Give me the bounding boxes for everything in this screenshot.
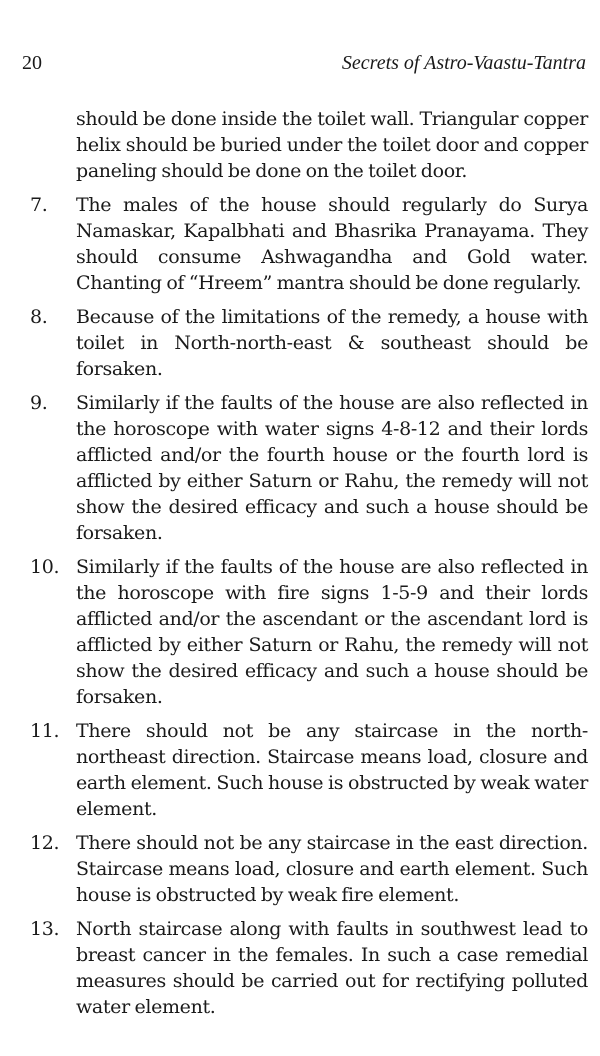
list-item-text: Similarly if the faults of the house are also reflected in the horoscope with fire signs 1-5-9 and their lords afflicted and/or the ascendant or the ascendant lord is afflicted by either Saturn or Rahu, the remedy will not show the desired efficacy and such a house should be forsaken. [76, 556, 588, 708]
list-item-number: 12. [30, 832, 60, 854]
list-item-number: 11. [30, 720, 60, 742]
page-number: 20 [22, 52, 42, 74]
list-item [30, 304, 588, 382]
list-item-number: 10. [30, 556, 60, 578]
list-item [30, 390, 588, 546]
list-item [30, 554, 588, 710]
list-item-text: The males of the house should regularly do Surya Namaskar, Kapalbhati and Bhasrika Pranayama. They should consume Ashwagandha and Gold water. Chanting of “Hreem” mantra should be done regularly. [76, 194, 588, 294]
list-item-number: 9. [30, 392, 48, 414]
list-item-text: There should not be any staircase in the north-northeast direction. Staircase means load, closure and earth element. Such house is obstructed by weak water element. [76, 720, 588, 820]
page-header [22, 48, 586, 78]
list-item-text: Similarly if the faults of the house are also reflected in the horoscope with water signs 4-8-12 and their lords afflicted and/or the fourth house or the fourth lord is afflicted by either Saturn or Rahu, the remedy will not show the desired efficacy and such a house should be forsaken. [76, 392, 588, 544]
continuation-paragraph: should be done inside the toilet wall. Triangular copper helix should be buried under the toilet door and copper paneling should be done on the toilet door. [76, 108, 588, 182]
page-body [30, 106, 588, 1028]
list-item [30, 192, 588, 296]
list-item-number: 7. [30, 194, 48, 216]
list-item [30, 830, 588, 908]
list-item [30, 718, 588, 822]
list-item-number: 13. [30, 918, 60, 940]
running-title: Secrets of Astro-Vaastu-Tantra [341, 52, 586, 74]
list-item-text: Because of the limitations of the remedy, a house with toilet in North-north-east & southeast should be forsaken. [76, 306, 588, 380]
list-item-number: 8. [30, 306, 48, 328]
list-item-text: There should not be any staircase in the east direction. Staircase means load, closure and earth element. Such house is obstructed by weak fire element. [76, 832, 588, 906]
list-item [30, 916, 588, 1020]
list-item-text: North staircase along with faults in southwest lead to breast cancer in the females. In such a case remedial measures should be carried out for rectifying polluted water element. [76, 918, 588, 1018]
